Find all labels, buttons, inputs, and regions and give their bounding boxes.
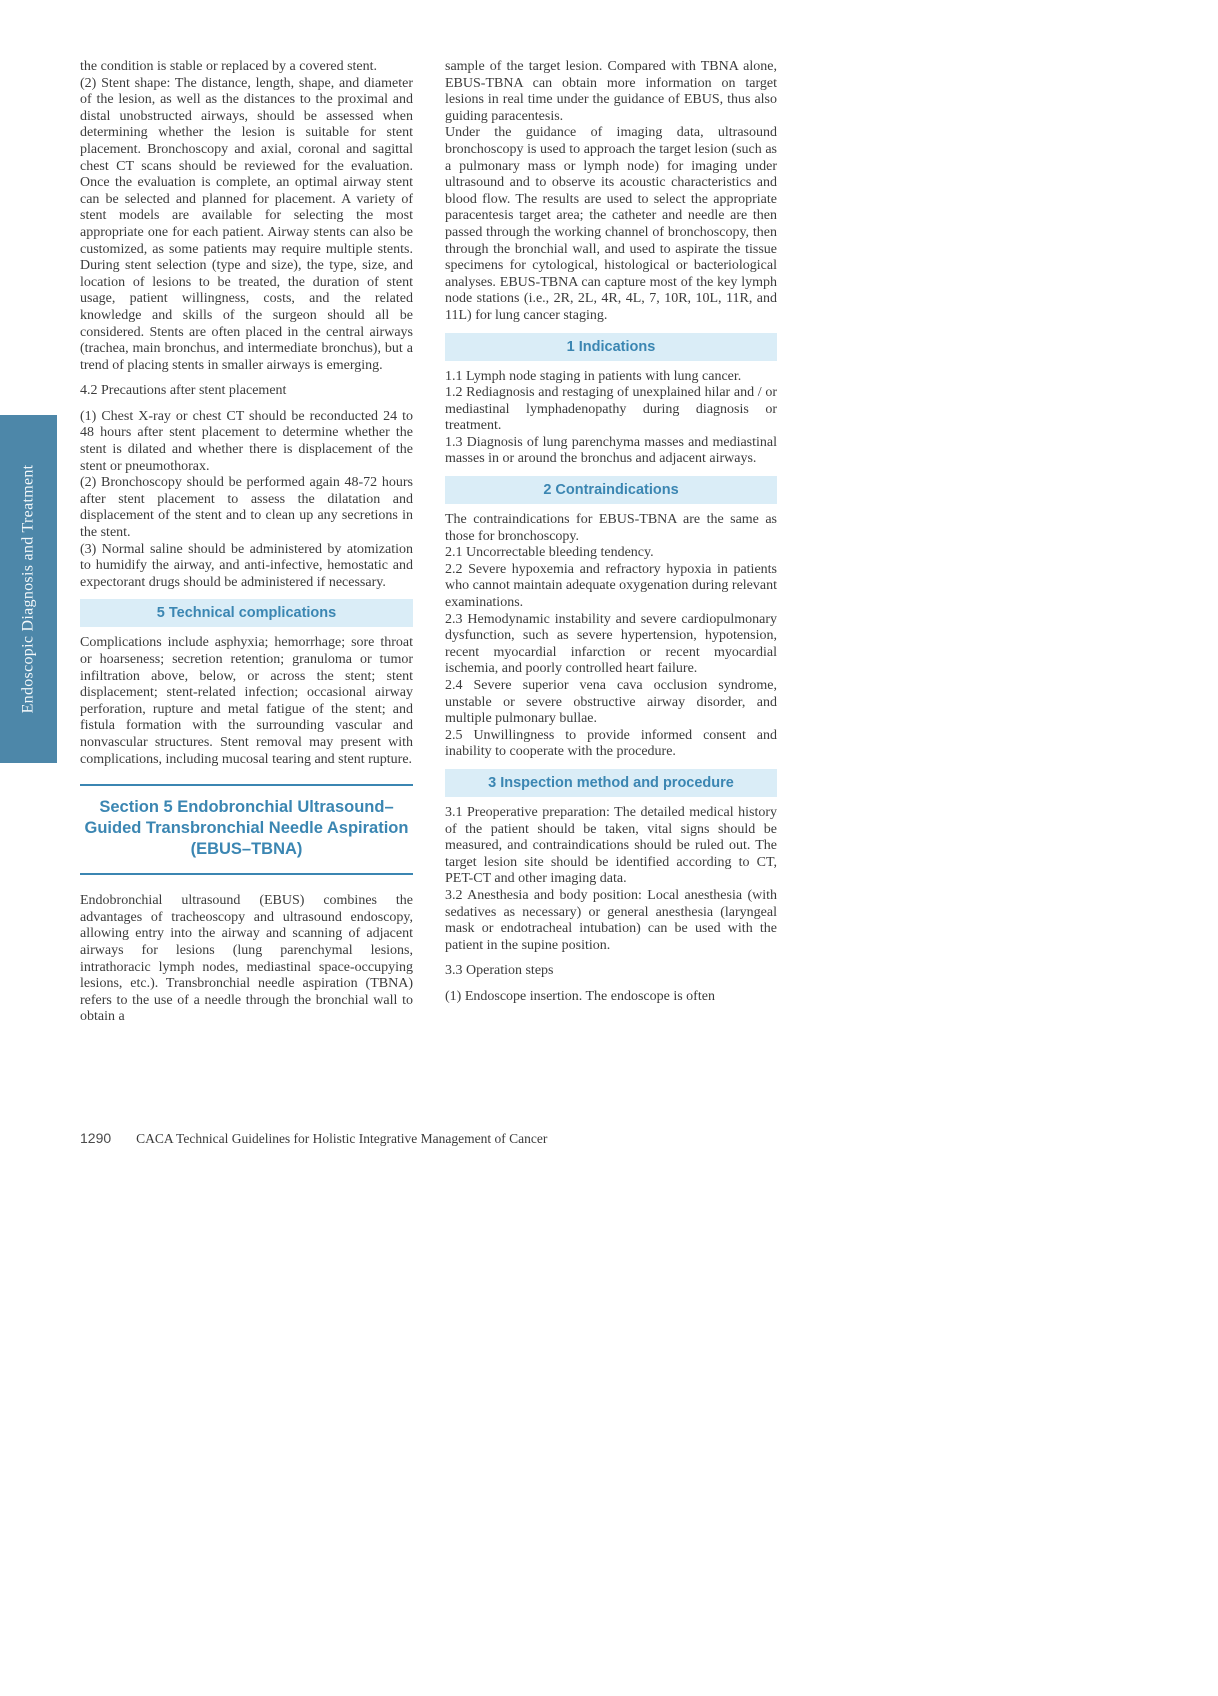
section-5-heading-block — [80, 784, 413, 875]
paragraph-endoscope-insertion: (1) Endoscope insertion. The endoscope is often — [445, 988, 715, 1004]
paragraph-indication-1-2: 1.2 Rediagnosis and restaging of unexplained hilar and / or mediastinal lymphadenopathy during diagnosis or treatment. — [445, 385, 777, 434]
paragraph-stent-shape: (2) Stent shape: The distance, length, shape, and diameter of the lesion, as well as the distances to the proximal and distal unobstructed airways, should be assessed when determining whether the lesion is suitable for stent placement. Bronchoscopy and axial, coronal and sagittal chest CT scans should be reviewed for the evaluation. Once the evaluation is complete, an optimal airway stent can be selected and planned for placement. A variety of stent models are available for selecting the most appropriate one for each patient. Airway stents can also be customized, as some patients may require multiple stents. During stent selection (type and size), the type, size, and location of lesions to be treated, the duration of stent usage, patient willingness, costs, and the related knowledge and skills of the surgeon should all be considered. Stents are often placed in the central airways (trachea, main bronchus, and intermediate bronchus), but a trend of placing stents in smaller airways is emerging. — [80, 75, 413, 373]
paragraph-indication-1-1: 1.1 Lymph node staging in patients with lung cancer. — [445, 368, 742, 384]
paragraph-contraindication-2-1: 2.1 Uncorrectable bleeding tendency. — [445, 545, 654, 561]
paragraph-stent-condition: the condition is stable or replaced by a covered stent. — [80, 59, 378, 74]
chapter-side-tab — [0, 415, 57, 763]
subheading-3-3-operation-steps: 3.3 Operation steps — [445, 963, 554, 979]
right-column — [445, 59, 777, 1006]
left-column — [80, 59, 413, 1026]
chapter-side-tab-label: Endoscopic Diagnosis and Treatment — [19, 464, 37, 714]
band-heading-3-inspection-method: 3 Inspection method and procedure — [445, 769, 777, 797]
paragraph-precaution-2: (2) Bronchoscopy should be performed again 48-72 hours after stent placement to assess the dilatation and displacement of the stent and to clean up any secretions in the stent. — [80, 475, 413, 541]
paragraph-contraindication-2-3: 2.3 Hemodynamic instability and severe cardiopulmonary dysfunction, such as severe hypertension, hypotension, recent myocardial infarction or recent myocardial ischemia, and poorly controlled heart failure. — [445, 611, 777, 677]
paragraph-anesthesia-position: 3.2 Anesthesia and body position: Local anesthesia (with sedatives as necessary) or general anesthesia (laryngeal mask or endotracheal intubation) can be used with the patient in the supine position. — [445, 887, 777, 953]
paragraph-contraindication-2-4: 2.4 Severe superior vena cava occlusion syndrome, unstable or severe obstructive airway disorder, and multiple pulmonary bullae. — [445, 678, 777, 727]
paragraph-contraindication-2-2: 2.2 Severe hypoxemia and refractory hypoxia in patients who cannot maintain adequate oxygenation during relevant examinations. — [445, 561, 778, 611]
page-number: 1290 — [80, 1130, 112, 1146]
paragraph-indication-1-3: 1.3 Diagnosis of lung parenchyma masses and mediastinal masses in or around the bronchus and adjacent airways. — [445, 434, 777, 467]
paragraph-contraindications-intro: The contraindications for EBUS-TBNA are the same as those for bronchoscopy. — [445, 512, 777, 544]
subheading-4-2-precautions: 4.2 Precautions after stent placement — [80, 383, 287, 399]
paragraph-sample-target-lesion: sample of the target lesion. Compared with TBNA alone, EBUS-TBNA can obtain more information on target lesions in real time under the guidance of EBUS, thus also guiding paracentesis. — [445, 59, 777, 124]
page-footer — [80, 1130, 740, 1147]
paragraph-contraindication-2-5: 2.5 Unwillingness to provide informed consent and inability to cooperate with the procedure. — [445, 727, 777, 760]
paragraph-imaging-guidance: Under the guidance of imaging data, ultrasound bronchoscopy is used to approach the target lesion (such as a pulmonary mass or lymph node) for imaging under ultrasound and to observe its acoustic characteristics and blood flow. The results are used to select the appropriate paracentesis target area; the catheter and needle are then passed through the working channel of bronchoscopy, then through the bronchial wall, and used to aspirate the tissue specimens for cytological, histological or bacteriological analyses. EBUS-TBNA can capture most of the key lymph node stations (i.e., 2R, 2L, 4R, 4L, 7, 10R, 10L, 11R, and 11L) for lung cancer staging. — [445, 125, 777, 323]
band-heading-1-indications: 1 Indications — [445, 333, 777, 361]
section-5-heading: Section 5 Endobronchial Ultrasound–Guided Transbronchial Needle Aspiration (EBUS–TBNA) — [84, 798, 409, 859]
paragraph-complications: Complications include asphyxia; hemorrhage; sore throat or hoarseness; secretion retention; granuloma or tumor infiltration above, below, or across the stent; stent displacement; stent-related infection; occasional airway perforation, rupture and metal fatigue of the stent; and fistula formation with the surrounding vascular and nonvascular structures. Stent removal may present with complications, including mucosal tearing and stent rupture. — [80, 635, 413, 767]
paragraph-preoperative-preparation: 3.1 Preoperative preparation: The detailed medical history of the patient should be taken, vital signs should be measured, and contraindications should be ruled out. The target lesion site should be identified according to CT, PET-CT and other imaging data. — [445, 804, 777, 887]
paragraph-precaution-3: (3) Normal saline should be administered by atomization to humidify the airway, and anti-infective, hemostatic and expectorant drugs should be administered if necessary. — [80, 541, 413, 590]
running-book-title: CACA Technical Guidelines for Holistic Integrative Management of Cancer — [136, 1131, 548, 1146]
paragraph-precaution-1: (1) Chest X-ray or chest CT should be reconducted 24 to 48 hours after stent placement to determine whether the stent is dilated and whether there is displacement of the stent or pneumothorax. — [80, 408, 413, 474]
band-heading-2-contraindications: 2 Contraindications — [445, 476, 777, 504]
paragraph-ebus-intro: Endobronchial ultrasound (EBUS) combines the advantages of tracheoscopy and ultrasound endoscopy, allowing entry into the airway and scanning of adjacent airways for lesions (lung parenchymal lesions, intrathoracic lymph nodes, mediastinal space-occupying lesions, etc.). Transbronchial needle aspiration (TBNA) refers to the use of a needle through the bronchial wall to obtain a — [80, 893, 413, 1025]
band-heading-5-technical-complications: 5 Technical complications — [80, 599, 413, 627]
